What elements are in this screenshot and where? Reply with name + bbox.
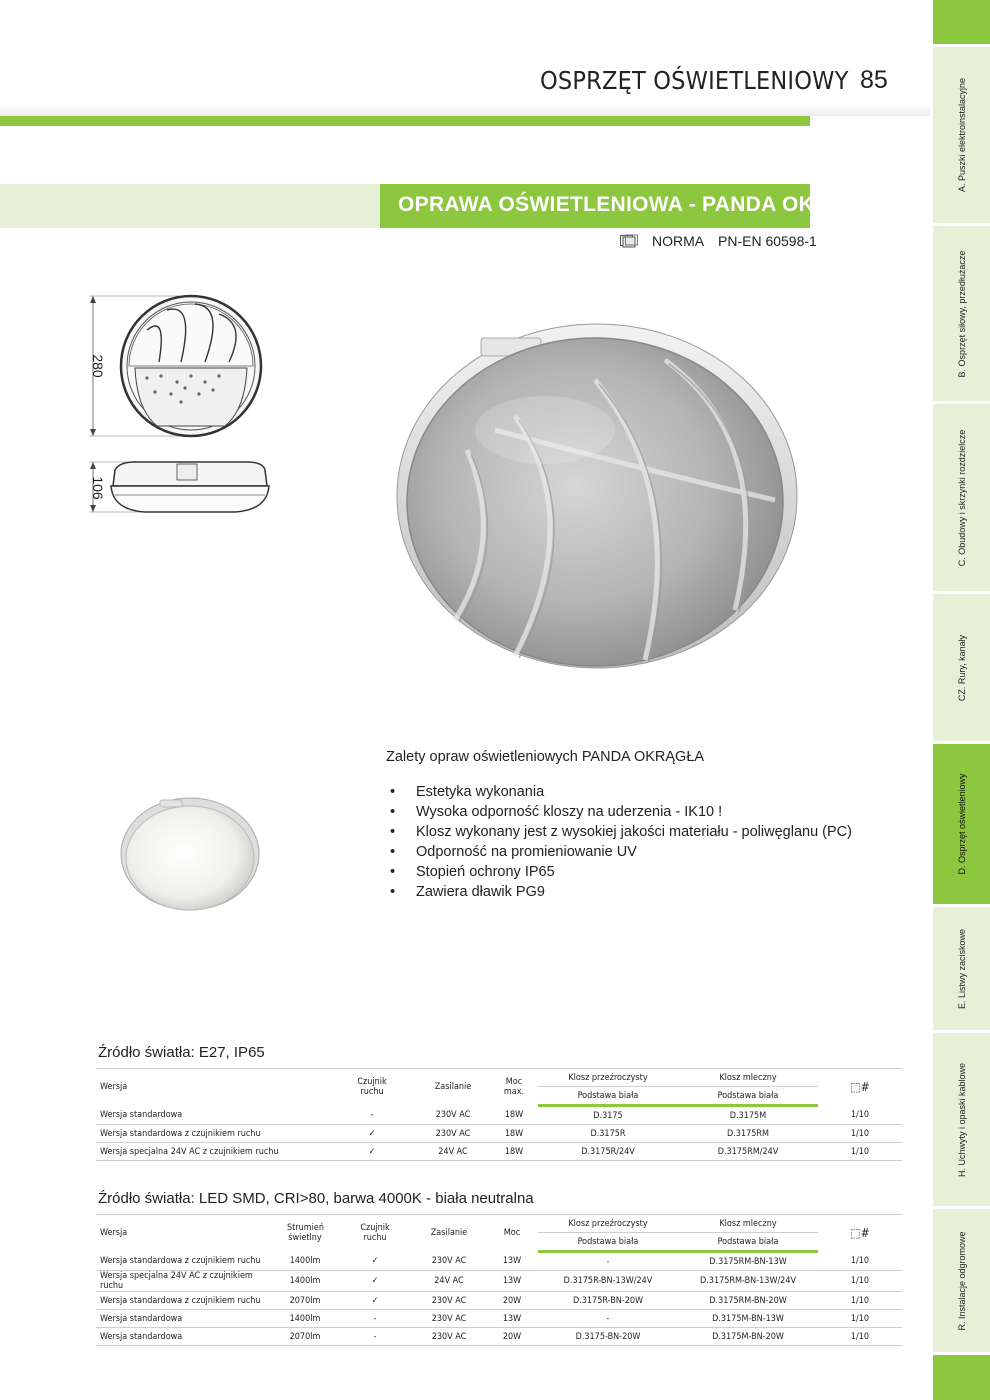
sidebar-tab-label: D. Osprzęt oświetleniowy bbox=[956, 773, 967, 875]
cell: D.3175R-BN-13W/24V bbox=[538, 1271, 678, 1292]
title-band-left bbox=[0, 184, 380, 228]
cell: D.3175RM-BN-13W/24V bbox=[678, 1271, 818, 1292]
cell: 1/10 bbox=[818, 1252, 902, 1271]
dimension-106: 106 bbox=[90, 476, 106, 500]
cell: Wersja standardowa z czujnikiem ruchu bbox=[96, 1252, 272, 1271]
cell: 18W bbox=[490, 1106, 538, 1125]
advantage-item: • Wysoka odporność kloszy na uderzenia - IK10 ! bbox=[386, 802, 906, 822]
cell: D.3175R-BN-20W bbox=[538, 1292, 678, 1310]
cell: - bbox=[328, 1106, 416, 1125]
sidebar-tab-label: C. Obudowy i skrzynki rozdzielcze bbox=[956, 429, 967, 566]
cell: ✓ bbox=[338, 1252, 412, 1271]
cell: D.3175R bbox=[538, 1125, 678, 1143]
table-row bbox=[96, 1328, 902, 1346]
cell: D.3175R/24V bbox=[538, 1143, 678, 1161]
norma-label: NORMA bbox=[652, 233, 705, 249]
col-subheader: Podstawa biała bbox=[678, 1087, 818, 1106]
col-header: Czujnik ruchu bbox=[338, 1215, 412, 1252]
header-accent-bar bbox=[0, 116, 810, 126]
cell: Wersja standardowa bbox=[96, 1310, 272, 1328]
cell: 1/10 bbox=[818, 1310, 902, 1328]
sidebar-tab-label: R. Instalacje odgromowe bbox=[956, 1230, 967, 1331]
sidebar-tab-a[interactable] bbox=[933, 47, 990, 223]
cell: 20W bbox=[486, 1328, 538, 1346]
table-row bbox=[96, 1310, 902, 1328]
col-header: Czujnik ruchu bbox=[328, 1069, 416, 1106]
cell: 230V AC bbox=[412, 1292, 486, 1310]
cell: 1/10 bbox=[818, 1143, 902, 1161]
sidebar-tab-b[interactable] bbox=[933, 226, 990, 401]
product-photo-small bbox=[120, 796, 262, 916]
col-header: Wersja bbox=[96, 1215, 272, 1252]
cell: 1400lm bbox=[272, 1252, 338, 1271]
col-subheader: Podstawa biała bbox=[538, 1233, 678, 1252]
col-header: Klosz mleczny bbox=[678, 1069, 818, 1087]
sidebar-tab-cz[interactable] bbox=[933, 594, 990, 741]
sidebar-tab-c[interactable] bbox=[933, 404, 990, 591]
cell: 1/10 bbox=[818, 1106, 902, 1125]
cell: - bbox=[338, 1310, 412, 1328]
advantage-item: • Zawiera dławik PG9 bbox=[386, 882, 906, 902]
cell: 13W bbox=[486, 1252, 538, 1271]
cell: 20W bbox=[486, 1292, 538, 1310]
col-header: Strumień świetlny bbox=[272, 1215, 338, 1252]
sidebar-tab-label: H. Uchwyty i opaski kablowe bbox=[956, 1062, 967, 1177]
table-row bbox=[96, 1143, 902, 1161]
sidebar-tab-d[interactable] bbox=[933, 744, 990, 904]
cell: 18W bbox=[490, 1125, 538, 1143]
advantages-list bbox=[386, 782, 906, 902]
col-header: ⬚# bbox=[818, 1069, 902, 1106]
col-subheader: Podstawa biała bbox=[538, 1087, 678, 1106]
technical-drawing bbox=[85, 290, 270, 520]
cell: D.3175RM/24V bbox=[678, 1143, 818, 1161]
table-row bbox=[96, 1292, 902, 1310]
advantage-item: • Estetyka wykonania bbox=[386, 782, 906, 802]
advantage-item: • Odporność na promieniowanie UV bbox=[386, 842, 906, 862]
table1-title: Źródło światła: E27, IP65 bbox=[98, 1044, 265, 1061]
cell: 1/10 bbox=[818, 1271, 902, 1292]
sidebar-bottom-accent bbox=[933, 1355, 990, 1400]
table2-title: Źródło światła: LED SMD, CRI>80, barwa 4000K - biała neutralna bbox=[98, 1190, 534, 1207]
cell: ✓ bbox=[328, 1143, 416, 1161]
cell: 230V AC bbox=[416, 1106, 490, 1125]
col-subheader: Podstawa biała bbox=[678, 1233, 818, 1252]
cell: Wersja standardowa z czujnikiem ruchu bbox=[96, 1292, 272, 1310]
sidebar-tab-r[interactable] bbox=[933, 1209, 990, 1352]
cell: Wersja standardowa bbox=[96, 1328, 272, 1346]
cell: 24V AC bbox=[412, 1271, 486, 1292]
cell: 230V AC bbox=[412, 1328, 486, 1346]
cell: 2070lm bbox=[272, 1328, 338, 1346]
advantage-item: • Klosz wykonany jest z wysokiej jakości materiału - poliwęglanu (PC) bbox=[386, 822, 906, 842]
product-title: OPRAWA OŚWIETLENIOWA - PANDA OKRĄGŁA bbox=[398, 193, 891, 216]
table2 bbox=[96, 1214, 902, 1346]
table1 bbox=[96, 1068, 902, 1161]
advantage-item: • Stopień ochrony IP65 bbox=[386, 862, 906, 882]
table-row bbox=[96, 1125, 902, 1143]
cell: 230V AC bbox=[416, 1125, 490, 1143]
sidebar-tab-label: A. Puszki elektroinstalacyjne bbox=[956, 77, 967, 193]
cell: Wersja standardowa bbox=[96, 1106, 328, 1125]
cell: D.3175RM-BN-13W bbox=[678, 1252, 818, 1271]
package-icon: ⬚ bbox=[850, 1080, 861, 1095]
col-header: Moc bbox=[486, 1215, 538, 1252]
package-icon: ⬚ bbox=[850, 1226, 861, 1241]
cell: D.3175M bbox=[678, 1106, 818, 1125]
dimension-280: 280 bbox=[90, 354, 106, 378]
cell: Wersja standardowa z czujnikiem ruchu bbox=[96, 1125, 328, 1143]
cell: 1/10 bbox=[818, 1292, 902, 1310]
cell: Wersja specjalna 24V AC z czujnikiem ruchu bbox=[96, 1143, 328, 1161]
cell: ✓ bbox=[338, 1271, 412, 1292]
cell: 13W bbox=[486, 1310, 538, 1328]
cell: 1400lm bbox=[272, 1310, 338, 1328]
cell: - bbox=[338, 1328, 412, 1346]
book-icon bbox=[620, 234, 638, 248]
cell: D.3175-BN-20W bbox=[538, 1328, 678, 1346]
cell: 1400lm bbox=[272, 1271, 338, 1292]
cell: 2070lm bbox=[272, 1292, 338, 1310]
cell: D.3175M-BN-20W bbox=[678, 1328, 818, 1346]
norma-value: PN-EN 60598-1 bbox=[718, 233, 817, 249]
sidebar-tab-label: E. Listwy zaciskowe bbox=[956, 928, 967, 1009]
cell: D.3175M-BN-13W bbox=[678, 1310, 818, 1328]
table-row bbox=[96, 1252, 902, 1271]
col-header: Moc max. bbox=[490, 1069, 538, 1106]
col-header: Zasilanie bbox=[416, 1069, 490, 1106]
cell: D.3175 bbox=[538, 1106, 678, 1125]
col-header: ⬚# bbox=[818, 1215, 902, 1252]
product-photo bbox=[395, 320, 805, 700]
cell: ✓ bbox=[328, 1125, 416, 1143]
cell: D.3175RM bbox=[678, 1125, 818, 1143]
cell: 1/10 bbox=[818, 1328, 902, 1346]
advantages-title: Zalety opraw oświetleniowych PANDA OKRĄGŁA bbox=[386, 749, 705, 765]
sidebar-tab-label: CZ. Rury, kanały bbox=[956, 634, 967, 701]
cell: D.3175RM-BN-20W bbox=[678, 1292, 818, 1310]
section-title: OSPRZĘT OŚWIETLENIOWY bbox=[540, 66, 849, 95]
cell: ✓ bbox=[338, 1292, 412, 1310]
cell: Wersja specjalna 24V AC z czujnikiem ruchu bbox=[96, 1271, 272, 1292]
col-header: Klosz przeźroczysty bbox=[538, 1069, 678, 1087]
col-header: Zasilanie bbox=[412, 1215, 486, 1252]
cell: 13W bbox=[486, 1271, 538, 1292]
col-header: Klosz mleczny bbox=[678, 1215, 818, 1233]
cell: 230V AC bbox=[412, 1310, 486, 1328]
sidebar-tab-h[interactable] bbox=[933, 1033, 990, 1206]
cell: 18W bbox=[490, 1143, 538, 1161]
cell: 24V AC bbox=[416, 1143, 490, 1161]
table-row bbox=[96, 1106, 902, 1125]
sidebar-tab-e[interactable] bbox=[933, 907, 990, 1030]
sidebar-top-accent bbox=[933, 0, 990, 44]
col-header: Klosz przeźroczysty bbox=[538, 1215, 678, 1233]
page-number: 85 bbox=[860, 66, 888, 94]
cell: 1/10 bbox=[818, 1125, 902, 1143]
cell: - bbox=[538, 1310, 678, 1328]
cell: 230V AC bbox=[412, 1252, 486, 1271]
cell: - bbox=[538, 1252, 678, 1271]
table-row bbox=[96, 1271, 902, 1292]
col-header: Wersja bbox=[96, 1069, 328, 1106]
sidebar-tab-label: B. Osprzęt siłowy, przedłużacze bbox=[956, 250, 967, 377]
header-shadow bbox=[0, 104, 930, 116]
